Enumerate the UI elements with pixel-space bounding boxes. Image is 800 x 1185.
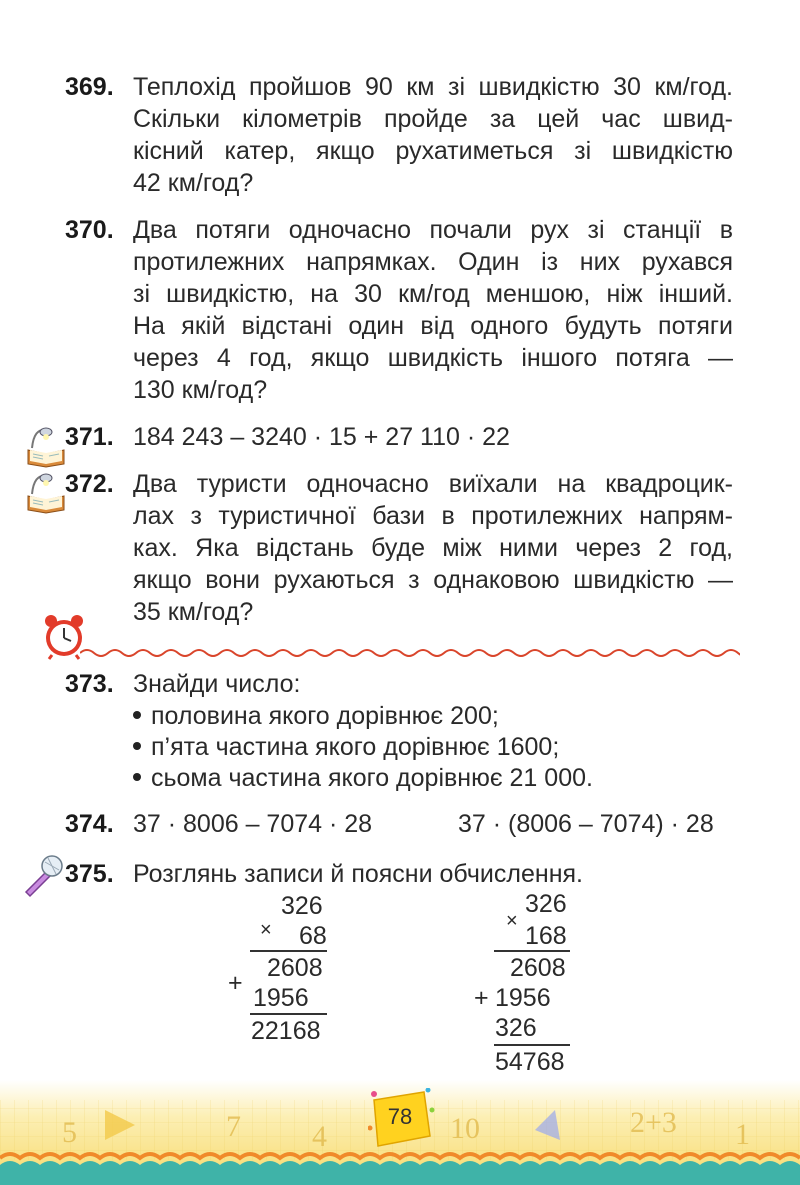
footer-decor-digit: 5 bbox=[62, 1116, 77, 1149]
task-number: 371. bbox=[65, 423, 114, 451]
text-line: Два туристи одночасно виїхали на квадроцик- bbox=[133, 470, 733, 498]
math-expression-a: 37 · 8006 – 7074 · 28 bbox=[133, 810, 373, 838]
text-line: кісний катер, якщо рухатиметься зі швидкістю bbox=[133, 137, 733, 165]
text-line: ках. Яка відстань буде між ними через 2 год, bbox=[133, 534, 733, 562]
list-item-text: сьома частина якого дорівнює 21 000. bbox=[151, 764, 593, 792]
footer-decor-digit: 2+3 bbox=[630, 1106, 677, 1139]
multiply-sign: × bbox=[260, 919, 272, 941]
text-line: 35 км/год? bbox=[133, 598, 254, 626]
text-line: лах з туристичної бази в протилежних напрям- bbox=[133, 502, 733, 530]
footer-decor-digit: 1 bbox=[735, 1118, 750, 1151]
task-number: 375. bbox=[65, 860, 114, 888]
partial-product-3: 326 bbox=[495, 1014, 537, 1042]
footer-decor-digit: 4 bbox=[312, 1120, 327, 1153]
task-number: 369. bbox=[65, 73, 114, 101]
footer-decor-digit: 7 bbox=[226, 1110, 241, 1143]
page-number-badge bbox=[368, 1088, 436, 1150]
calc-rule bbox=[494, 950, 570, 952]
factor-b: 68 bbox=[299, 922, 327, 950]
factor-b: 168 bbox=[525, 922, 567, 950]
task-prompt: Розглянь записи й поясни обчислення. bbox=[133, 860, 583, 888]
text-line: якщо вони рухаються з однаковою швидкістю — bbox=[133, 566, 733, 594]
product-result: 54768 bbox=[495, 1048, 565, 1076]
task-number: 373. bbox=[65, 670, 114, 698]
partial-product-2: 1956 bbox=[495, 984, 551, 1012]
plus-sign: + bbox=[228, 969, 243, 997]
text-line: протилежних напрямках. Один із них рухався bbox=[133, 248, 733, 276]
text-line: Два потяги одночасно почали рух зі станції в bbox=[133, 216, 733, 244]
calc-rule bbox=[494, 1044, 570, 1046]
task-number: 374. bbox=[65, 810, 114, 838]
text-line: На якій відстані один від одного будуть потяги bbox=[133, 312, 733, 340]
text-line: 130 км/год? bbox=[133, 376, 268, 404]
math-expression: 184 243 – 3240 · 15 + 27 110 · 22 bbox=[133, 423, 510, 451]
text-line: через 4 год, якщо швидкість іншого потяга — bbox=[133, 344, 733, 372]
math-expression-b: 37 · (8006 – 7074) · 28 bbox=[458, 810, 714, 838]
partial-product-1: 2608 bbox=[267, 954, 323, 982]
task-number: 372. bbox=[65, 470, 114, 498]
partial-product-2: 1956 bbox=[253, 984, 309, 1012]
plus-sign: + bbox=[474, 984, 489, 1012]
list-item-text: половина якого дорівнює 200; bbox=[151, 702, 499, 730]
product-result: 22168 bbox=[251, 1017, 321, 1045]
partial-product-1: 2608 bbox=[510, 954, 566, 982]
text-line: Теплохід пройшов 90 км зі швидкістю 30 км/год. bbox=[133, 73, 733, 101]
page-number: 78 bbox=[387, 1104, 413, 1129]
factor-a: 326 bbox=[281, 892, 323, 920]
list-item-text: п’ята частина якого дорівнює 1600; bbox=[151, 733, 560, 761]
task-prompt: Знайди число: bbox=[133, 670, 301, 698]
multiply-sign: × bbox=[506, 910, 518, 932]
task-number: 370. bbox=[65, 216, 114, 244]
text-line: Скільки кілометрів пройде за цей час швид- bbox=[133, 105, 733, 133]
footer-decor-digit: 10 bbox=[450, 1112, 480, 1145]
text-line: 42 км/год? bbox=[133, 169, 254, 197]
factor-a: 326 bbox=[525, 890, 567, 918]
text-line: зі швидкістю, на 30 км/год меншою, ніж інший. bbox=[133, 280, 733, 308]
